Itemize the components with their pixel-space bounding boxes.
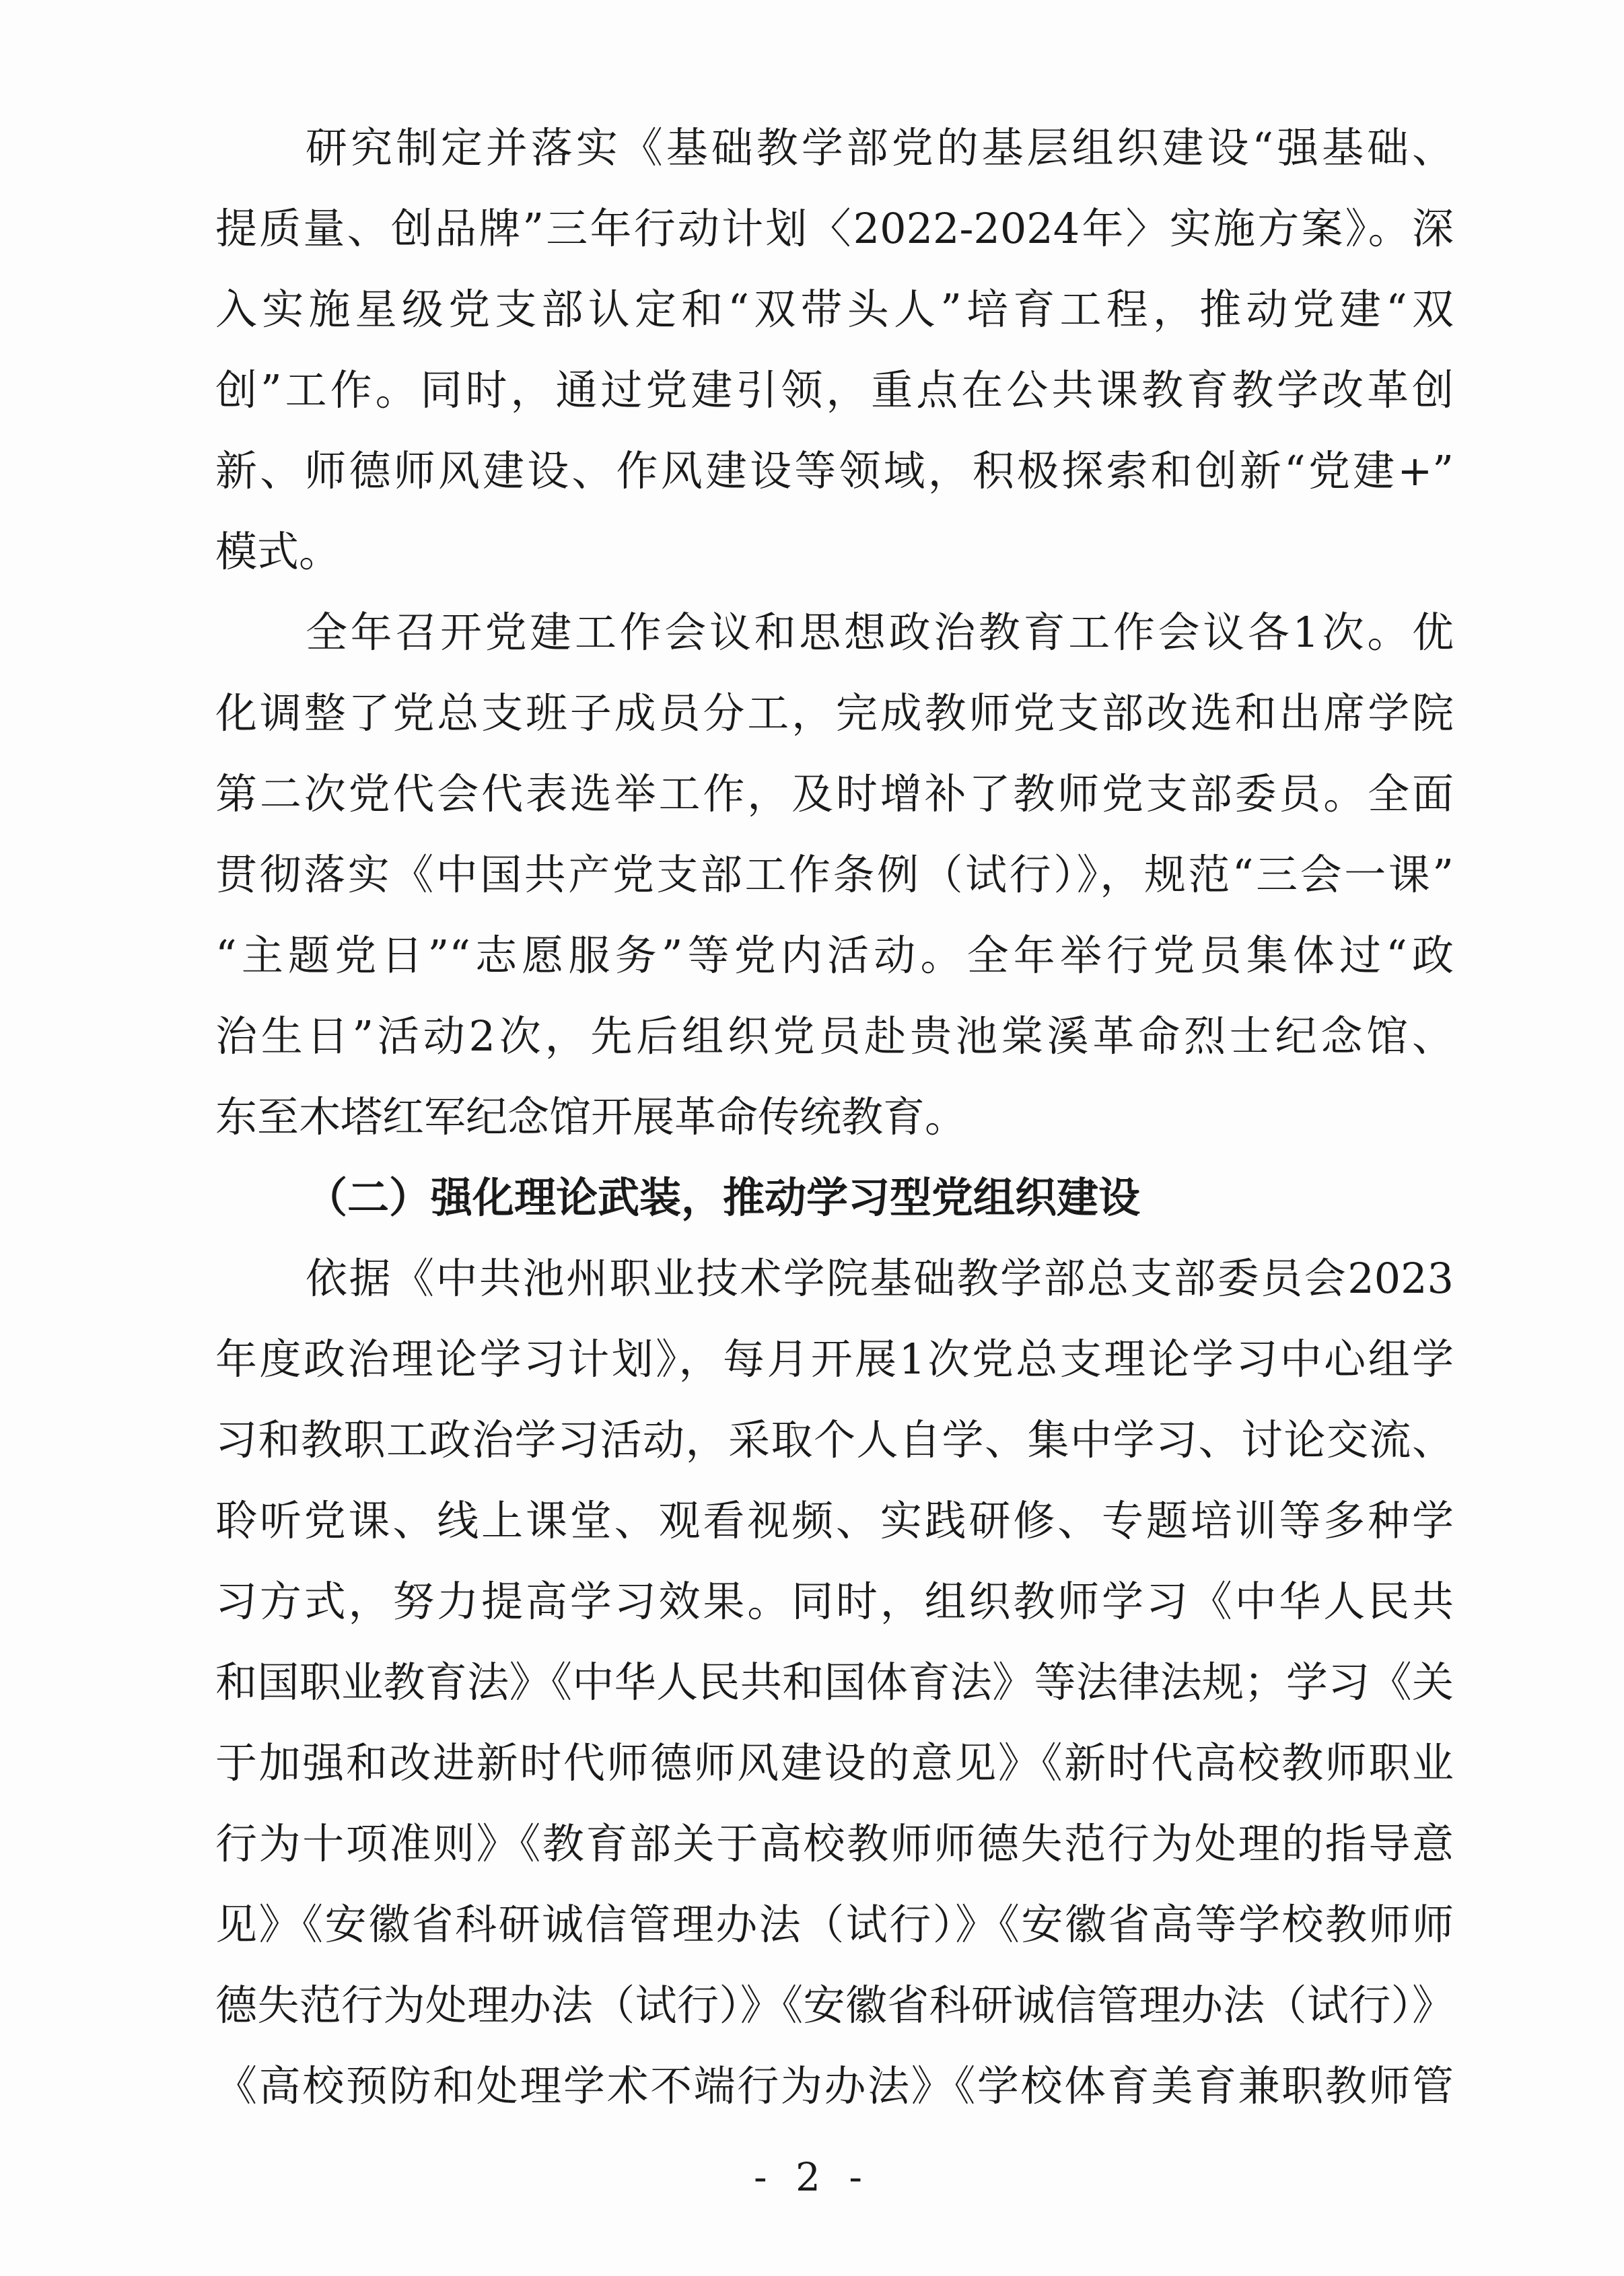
text-line: 新、师德师风建设、作风建设等领域，积极探索和创新“党建+”: [215, 446, 1454, 495]
text-line: 德失范行为处理办法（试行）》《安徽省科研诚信管理办法（试行）》: [215, 1981, 1454, 2030]
body-text: [215, 108, 1454, 2127]
text-line: 依据《中共池州职业技术学院基础教学部总支部委员会2023: [306, 1254, 1454, 1303]
text-line: 行为十项准则》《教育部关于高校教师师德失范行为处理的指导意: [215, 1819, 1454, 1868]
text-line: 贯彻落实《中国共产党支部工作条例（试行）》，规范“三会一课”: [215, 850, 1454, 899]
text-line: 和国职业教育法》《中华人民共和国体育法》等法律法规；学习《关: [215, 1658, 1454, 1707]
text-line: 化调整了党总支班子成员分工，完成教师党支部改选和出席学院: [215, 688, 1454, 738]
text-line: 创”工作。同时，通过党建引领，重点在公共课教育教学改革创: [215, 365, 1454, 415]
text-line: 东至木塔红军纪念馆开展革命传统教育。: [215, 1092, 967, 1141]
text-line: 第二次党代会代表选举工作，及时增补了教师党支部委员。全面: [215, 769, 1454, 818]
text-line: 《高校预防和处理学术不端行为办法》《学校体育美育兼职教师管: [215, 2061, 1454, 2110]
text-line: 于加强和改进新时代师德师风建设的意见》《新时代高校教师职业: [215, 1738, 1454, 1787]
text-line: 习和教职工政治学习活动，采取个人自学、集中学习、讨论交流、: [215, 1415, 1454, 1464]
text-line: 全年召开党建工作会议和思想政治教育工作会议各1次。优: [306, 608, 1454, 657]
text-line: 模式。: [215, 527, 341, 576]
text-line: “主题党日”“志愿服务”等党内活动。全年举行党员集体过“政: [215, 931, 1454, 980]
page-number: - 2 -: [754, 2154, 870, 2200]
text-line: 聆听党课、线上课堂、观看视频、实践研修、专题培训等多种学: [215, 1496, 1454, 1545]
text-line: 年度政治理论学习计划》，每月开展1次党总支理论学习中心组学: [215, 1335, 1454, 1384]
text-line: 治生日”活动2次，先后组织党员赴贵池棠溪革命烈士纪念馆、: [215, 1011, 1454, 1061]
text-line: 提质量、创品牌”三年行动计划〈2022-2024年〉实施方案》。深: [215, 204, 1454, 253]
text-line: 习方式，努力提高学习效果。同时，组织教师学习《中华人民共: [215, 1577, 1454, 1626]
text-line: 研究制定并落实《基础教学部党的基层组织建设“强基础、: [306, 123, 1454, 172]
section-heading: （二）强化理论武装，推动学习型党组织建设: [306, 1173, 1141, 1222]
text-line: 入实施星级党支部认定和“双带头人”培育工程，推动党建“双: [215, 285, 1454, 334]
text-line: 见》《安徽省科研诚信管理办法（试行）》《安徽省高等学校教师师: [215, 1900, 1454, 1949]
